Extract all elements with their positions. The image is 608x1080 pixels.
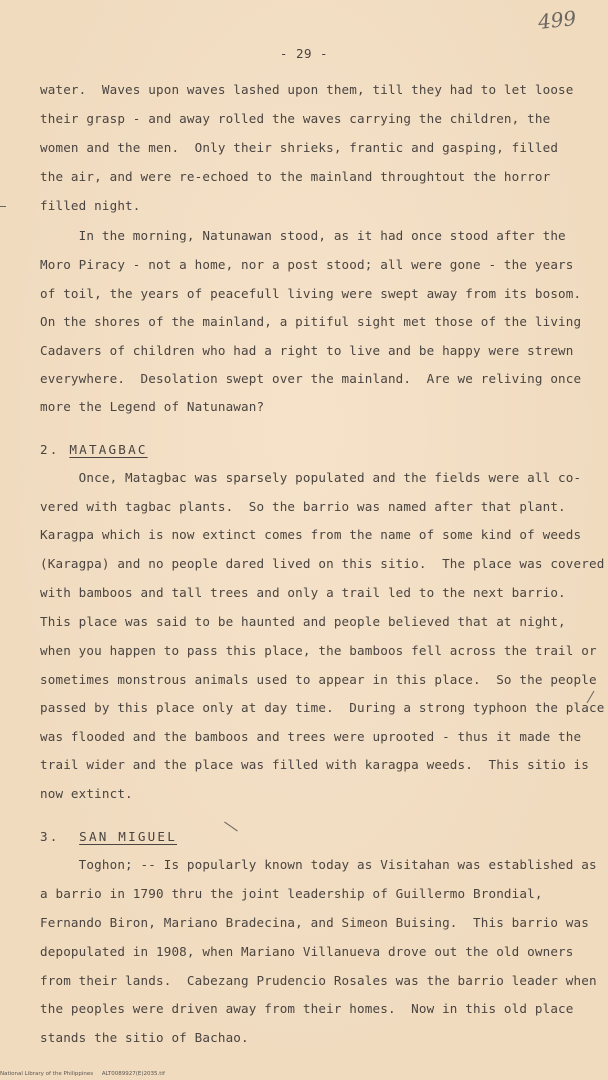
text-line: a barrio in 1790 thru the joint leadership of Guillermo Brondial, bbox=[40, 886, 543, 901]
text-line: of toil, the years of peacefull living were swept away from its bosom. bbox=[40, 286, 582, 301]
text-line: stands the sitio of Bachao. bbox=[40, 1030, 249, 1045]
text-line: This place was said to be haunted and people believed that at night, bbox=[40, 614, 566, 629]
scan-mark bbox=[0, 206, 6, 207]
text-line: more the Legend of Natunawan? bbox=[40, 399, 265, 414]
scan-footer: National Library of the Philippines ALT0089927(E)2035.tif bbox=[0, 1071, 165, 1077]
section-number: 2. bbox=[40, 442, 60, 457]
text-line: passed by this place only at day time. During a strong typhoon the place bbox=[40, 700, 605, 715]
section-heading-matagbac bbox=[40, 442, 148, 458]
text-line: water. Waves upon waves lashed upon them, till they had to let loose bbox=[40, 82, 574, 97]
text-line: their grasp - and away rolled the waves carrying the children, the bbox=[40, 111, 551, 126]
page-number: - 29 - bbox=[279, 46, 329, 61]
text-line: vered with tagbac plants. So the barrio was named after that plant. bbox=[40, 499, 566, 514]
text-line: from their lands. Cabezang Prudencio Rosales was the barrio leader when bbox=[40, 973, 597, 988]
text-line: now extinct. bbox=[40, 786, 133, 801]
text-line: trail wider and the place was filled with karagpa weeds. This sitio is bbox=[40, 757, 589, 772]
handwritten-page-number: 499 bbox=[536, 6, 578, 34]
section-title: SAN MIGUEL bbox=[79, 829, 177, 844]
text-line: depopulated in 1908, when Mariano Villanueva drove out the old owners bbox=[40, 944, 574, 959]
text-line: Once, Matagbac was sparsely populated and the fields were all co- bbox=[40, 470, 582, 485]
text-line: with bamboos and tall trees and only a trail led to the next barrio. bbox=[40, 585, 566, 600]
text-line: when you happen to pass this place, the bamboos fell across the trail or bbox=[40, 643, 597, 658]
text-line: Toghon; -- Is popularly known today as Visitahan was established as bbox=[40, 857, 597, 872]
text-line: In the morning, Natunawan stood, as it had once stood after the bbox=[40, 228, 566, 243]
text-line: filled night. bbox=[40, 198, 141, 213]
section-heading-san-miguel bbox=[40, 829, 177, 845]
text-line: the air, and were re-echoed to the mainland throughtout the horror bbox=[40, 169, 551, 184]
text-line: women and the men. Only their shrieks, frantic and gasping, filled bbox=[40, 140, 559, 155]
text-line: On the shores of the mainland, a pitiful sight met those of the living bbox=[40, 314, 582, 329]
text-line: the peoples were driven away from their homes. Now in this old place bbox=[40, 1001, 574, 1016]
text-line: Cadavers of children who had a right to live and be happy were strewn bbox=[40, 343, 574, 358]
text-line: Moro Piracy - not a home, nor a post stood; all were gone - the years bbox=[40, 257, 574, 272]
section-title: MATAGBAC bbox=[69, 442, 148, 457]
text-line: sometimes monstrous animals used to appear in this place. So the people bbox=[40, 672, 597, 687]
text-line: (Karagpa) and no people dared lived on this sitio. The place was covered bbox=[40, 556, 605, 571]
text-line: everywhere. Desolation swept over the mainland. Are we reliving once bbox=[40, 371, 582, 386]
text-line: Fernando Biron, Mariano Bradecina, and Simeon Buising. This barrio was bbox=[40, 915, 589, 930]
text-line: Karagpa which is now extinct comes from the name of some kind of weeds bbox=[40, 527, 582, 542]
section-number: 3. bbox=[40, 829, 60, 844]
text-line: was flooded and the bamboos and trees were uprooted - thus it made the bbox=[40, 729, 582, 744]
